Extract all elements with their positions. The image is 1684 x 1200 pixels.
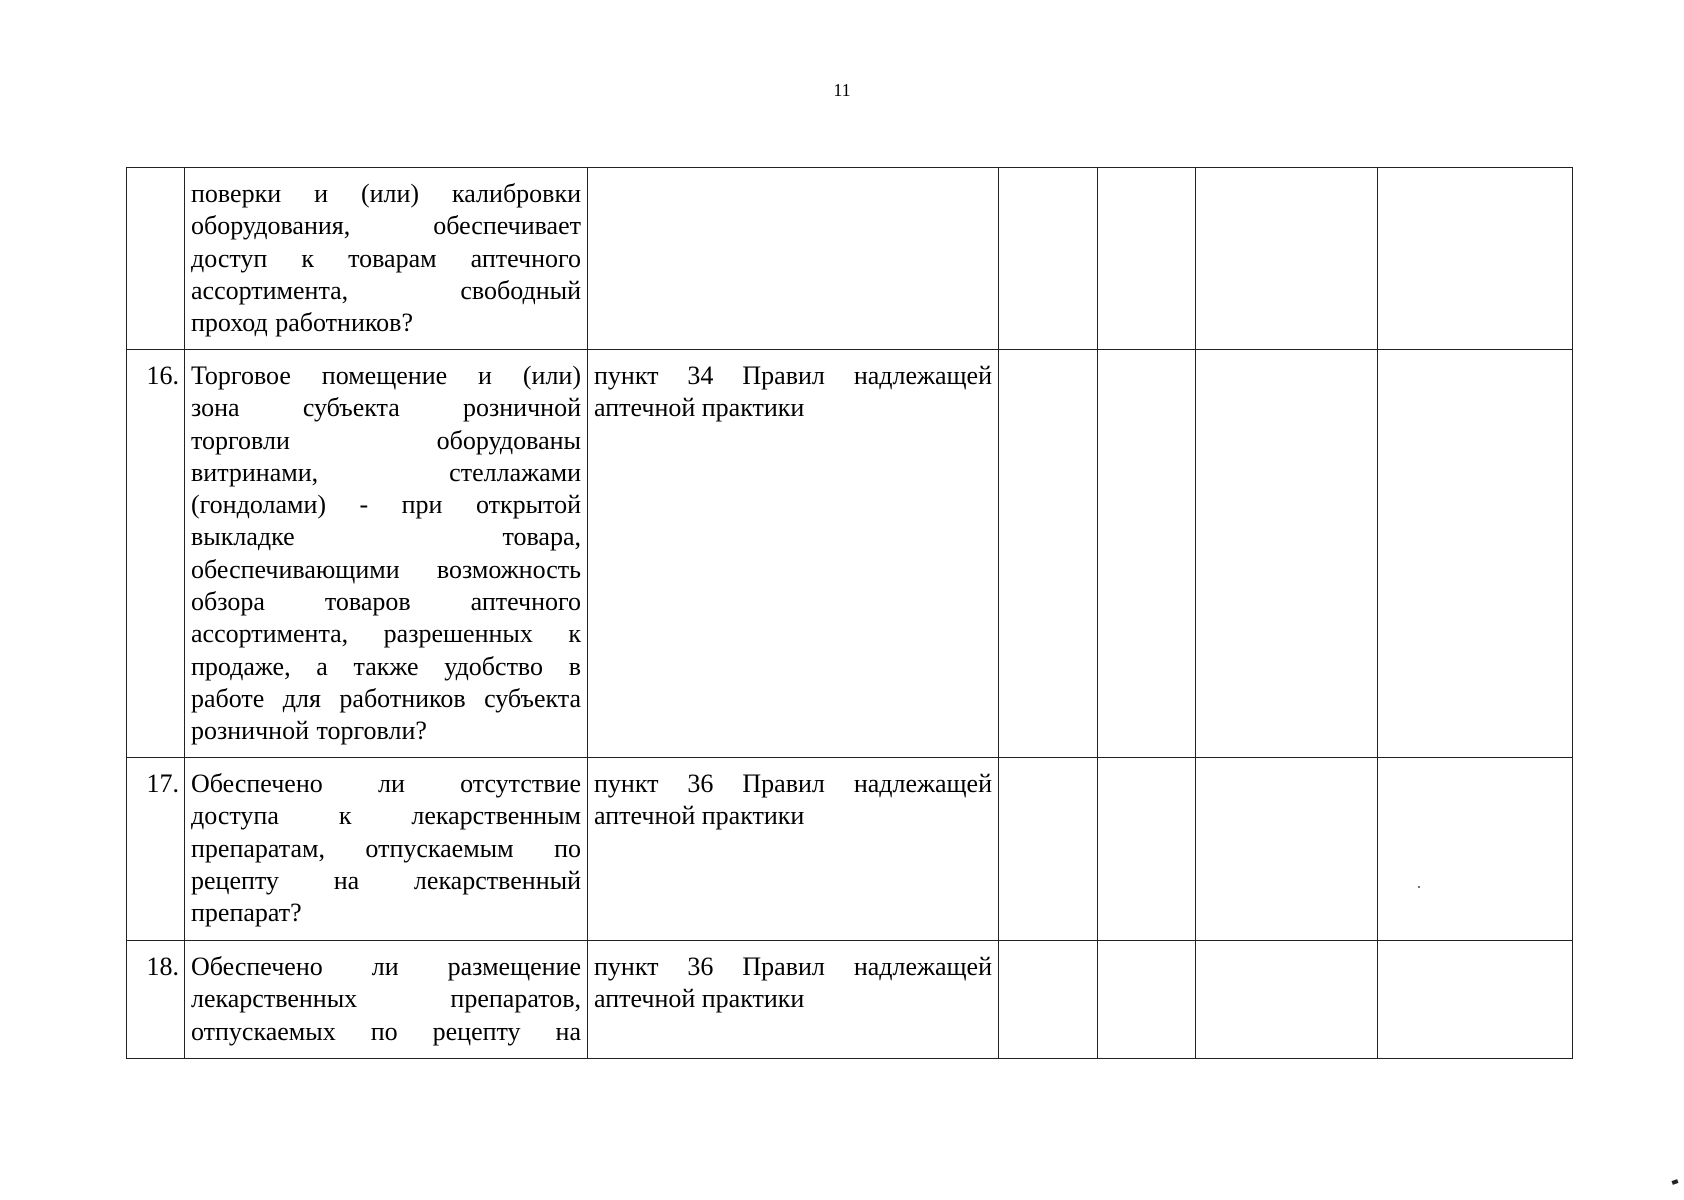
question-line: Обеспечено ли размещение [191, 952, 581, 981]
empty-cell [1098, 350, 1196, 758]
question-line: поверки и (или) калибровки [191, 179, 581, 208]
empty-cell [1378, 168, 1573, 350]
empty-cell [1196, 350, 1378, 758]
question-cell [185, 941, 588, 1059]
empty-cell [999, 350, 1098, 758]
question-line: доступ к товарам аптечного [191, 243, 581, 273]
reference-cell [588, 758, 999, 941]
question-line: проход работников? [191, 308, 413, 338]
row-number: 17. [127, 758, 185, 941]
question-line: отпускаемых по рецепту на [191, 1016, 581, 1046]
scan-mark [1671, 1179, 1678, 1185]
empty-cell [1378, 758, 1573, 941]
question-line: препарат? [191, 898, 302, 928]
empty-cell [1196, 758, 1378, 941]
empty-cell [999, 168, 1098, 350]
reference-line: аптечной практики [594, 393, 805, 423]
question-line: обеспечивающими возможность [191, 554, 581, 584]
empty-cell [999, 758, 1098, 941]
question-line: выкладке товара, [191, 522, 581, 552]
empty-cell [1196, 168, 1378, 350]
row-number: 16. [127, 350, 185, 758]
question-line: ассортимента, свободный [191, 275, 581, 305]
question-line: лекарственных препаратов, [191, 984, 581, 1014]
question-line: ассортимента, разрешенных к [191, 619, 581, 649]
empty-cell [1098, 168, 1196, 350]
question-line: рецепту на лекарственный [191, 865, 581, 895]
empty-cell [999, 941, 1098, 1059]
reference-cell [588, 941, 999, 1059]
question-cell [185, 350, 588, 758]
question-line: препаратам, отпускаемым по [191, 833, 581, 863]
reference-line: аптечной практики [594, 801, 805, 831]
empty-cell [1098, 758, 1196, 941]
question-line: продаже, а также удобство в [191, 651, 581, 681]
question-line: зона субъекта розничной [191, 393, 581, 423]
reference-line: пункт 34 Правил надлежащей [594, 361, 992, 390]
question-line: доступа к лекарственным [191, 801, 581, 831]
question-line: (гондолами) - при открытой [191, 490, 581, 520]
question-cell [185, 758, 588, 941]
question-line: розничной торговли? [191, 716, 427, 746]
question-line: витринами, стеллажами [191, 457, 581, 487]
empty-cell [1196, 941, 1378, 1059]
question-cell [185, 168, 588, 350]
empty-cell [1098, 941, 1196, 1059]
reference-line: пункт 36 Правил надлежащей [594, 769, 992, 798]
table-row [127, 350, 1573, 758]
question-line: обзора товаров аптечного [191, 587, 581, 617]
reference-cell [588, 350, 999, 758]
question-line: работе для работников субъекта [191, 683, 581, 713]
reference-line: пункт 36 Правил надлежащей [594, 952, 992, 981]
table-row [127, 758, 1573, 941]
page-number: 11 [833, 80, 851, 100]
table-row [127, 168, 1573, 350]
question-line: Торговое помещение и (или) [191, 361, 581, 390]
question-line: торговли оборудованы [191, 425, 581, 455]
row-number: 18. [127, 941, 185, 1059]
scan-speck [1418, 886, 1420, 888]
table-row [127, 941, 1573, 1059]
question-line: Обеспечено ли отсутствие [191, 769, 581, 798]
empty-cell [1378, 350, 1573, 758]
question-line: оборудования, обеспечивает [191, 211, 581, 241]
empty-cell [1378, 941, 1573, 1059]
reference-cell [588, 168, 999, 350]
row-number [127, 168, 185, 350]
reference-line: аптечной практики [594, 984, 805, 1014]
checklist-table [126, 167, 1573, 1059]
